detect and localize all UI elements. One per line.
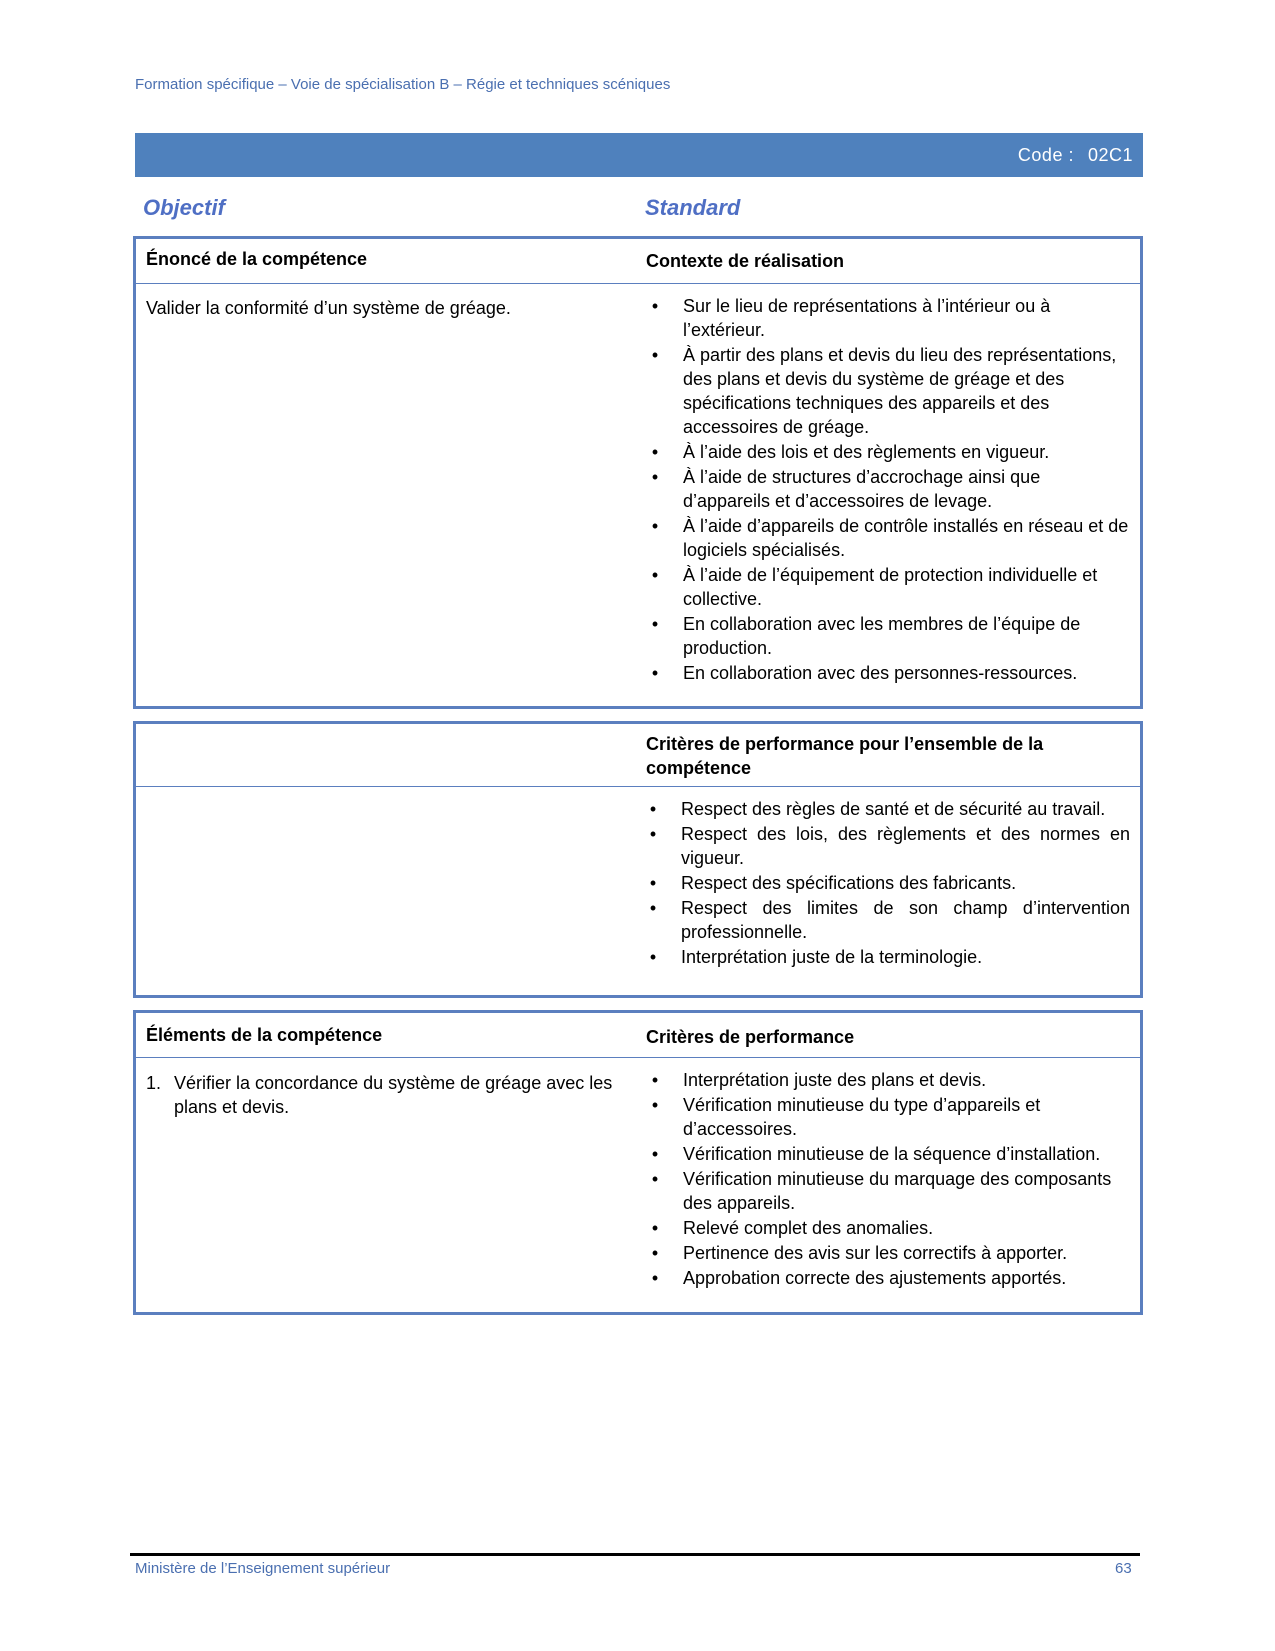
list-item-text: Vérification minutieuse de la séquence d’installation. — [683, 1144, 1101, 1164]
competence-box-header — [136, 239, 1140, 284]
list-item-text: Vérification minutieuse du type d’appareils et d’accessoires. — [683, 1095, 1041, 1139]
list-item — [646, 1068, 1130, 1092]
element-1 — [146, 1071, 616, 1119]
bullet-icon: • — [651, 442, 659, 462]
element-text: Vérifier la concordance du système de gréage avec les plans et devis. — [174, 1073, 613, 1117]
list-item — [646, 1266, 1130, 1290]
list-item-text: À l’aide des lois et des règlements en vigueur. — [683, 442, 1050, 462]
bullet-icon: • — [651, 1070, 659, 1090]
list-item — [646, 612, 1130, 660]
elements-box-header — [136, 1013, 1140, 1058]
elements-heading: Éléments de la compétence — [146, 1025, 383, 1045]
list-item-text: Vérification minutieuse du marquage des composants des appareils. — [683, 1169, 1112, 1213]
list-item-text: Respect des limites de son champ d’intervention professionnelle. — [681, 898, 1130, 942]
list-item — [644, 945, 1130, 969]
competence-statement: Valider la conformité d’un système de gréage. — [146, 298, 511, 318]
list-item-text: Approbation correcte des ajustements apportés. — [683, 1268, 1067, 1288]
list-item — [644, 822, 1130, 870]
overall-criteria-heading: Critères de performance pour l’ensemble de la compétence — [646, 734, 1044, 778]
overall-criteria-header — [136, 724, 1140, 787]
bullet-icon: • — [649, 873, 657, 893]
list-item — [646, 1216, 1130, 1240]
bullet-icon: • — [651, 1095, 659, 1115]
bullet-icon: • — [651, 467, 659, 487]
list-item — [646, 294, 1130, 342]
list-item — [646, 343, 1130, 439]
list-item-text: En collaboration avec les membres de l’équipe de production. — [683, 614, 1081, 658]
bullet-icon: • — [651, 1169, 659, 1189]
list-item — [646, 1142, 1130, 1166]
bullet-icon: • — [651, 1268, 659, 1288]
list-item — [644, 797, 1130, 821]
list-item-text: À partir des plans et devis du lieu des représentations, des plans et devis du système de gréage et des spécifications techniques des appareils et des accessoires de gréage. — [683, 345, 1117, 437]
list-item — [646, 465, 1130, 513]
elements-box — [133, 1010, 1143, 1315]
list-item-text: À l’aide d’appareils de contrôle installés en réseau et de logiciels spécialisés. — [683, 516, 1129, 560]
criteria-list — [646, 1068, 1130, 1291]
list-item-text: À l’aide de structures d’accrochage ainsi que d’appareils et d’accessoires de levage. — [683, 467, 1041, 511]
contexte-heading: Contexte de réalisation — [646, 251, 845, 271]
column-titles — [143, 195, 1133, 223]
code-bar — [133, 133, 1143, 177]
enonce-heading: Énoncé de la compétence — [146, 249, 368, 269]
bullet-icon: • — [649, 947, 657, 967]
bullet-icon: • — [651, 614, 659, 634]
bullet-icon: • — [651, 1243, 659, 1263]
bullet-icon: • — [651, 663, 659, 683]
footer-rule — [130, 1553, 1140, 1556]
overall-criteria-list — [644, 797, 1130, 970]
bullet-icon: • — [651, 1218, 659, 1238]
running-header: Formation spécifique – Voie de spécialisation B – Régie et techniques scéniques — [135, 76, 671, 93]
code-label: Code : — [1017, 145, 1074, 165]
bullet-icon: • — [651, 345, 659, 365]
list-item-text: Pertinence des avis sur les correctifs à apporter. — [683, 1243, 1068, 1263]
overall-criteria-box — [133, 721, 1143, 998]
list-item-text: Relevé complet des anomalies. — [683, 1218, 934, 1238]
code-value: 02C1 — [1087, 145, 1133, 165]
standard-title: Standard — [645, 195, 741, 220]
bullet-icon: • — [649, 824, 657, 844]
element-number: 1. — [146, 1073, 162, 1093]
list-item — [646, 1167, 1130, 1215]
list-item — [646, 1241, 1130, 1265]
list-item — [646, 514, 1130, 562]
objectif-title: Objectif — [143, 195, 225, 220]
list-item — [644, 871, 1130, 895]
context-list — [646, 294, 1130, 686]
bullet-icon: • — [651, 296, 659, 316]
list-item-text: Respect des règles de santé et de sécurité au travail. — [681, 799, 1106, 819]
list-item — [646, 1093, 1130, 1141]
list-item-text: Respect des spécifications des fabricants. — [681, 873, 1017, 893]
bullet-icon: • — [649, 799, 657, 819]
list-item-text: En collaboration avec des personnes-ressources. — [683, 663, 1078, 683]
footer-ministry: Ministère de l’Enseignement supérieur — [135, 1560, 391, 1577]
bullet-icon: • — [651, 1144, 659, 1164]
criteria-heading: Critères de performance — [646, 1027, 855, 1047]
bullet-icon: • — [651, 565, 659, 585]
list-item — [644, 896, 1130, 944]
list-item — [646, 661, 1130, 685]
list-item — [646, 563, 1130, 611]
competency-code — [1018, 145, 1133, 166]
list-item-text: Respect des lois, des règlements et des normes en vigueur. — [681, 824, 1130, 868]
numbered-element — [146, 1071, 616, 1119]
list-item-text: Sur le lieu de représentations à l’intérieur ou à l’extérieur. — [683, 296, 1051, 340]
list-item-text: À l’aide de l’équipement de protection individuelle et collective. — [683, 565, 1098, 609]
list-item — [646, 440, 1130, 464]
bullet-icon: • — [649, 898, 657, 918]
list-item-text: Interprétation juste de la terminologie. — [681, 947, 983, 967]
page-number: 63 — [1115, 1560, 1132, 1577]
bullet-icon: • — [651, 516, 659, 536]
competence-box — [133, 236, 1143, 709]
list-item-text: Interprétation juste des plans et devis. — [683, 1070, 987, 1090]
